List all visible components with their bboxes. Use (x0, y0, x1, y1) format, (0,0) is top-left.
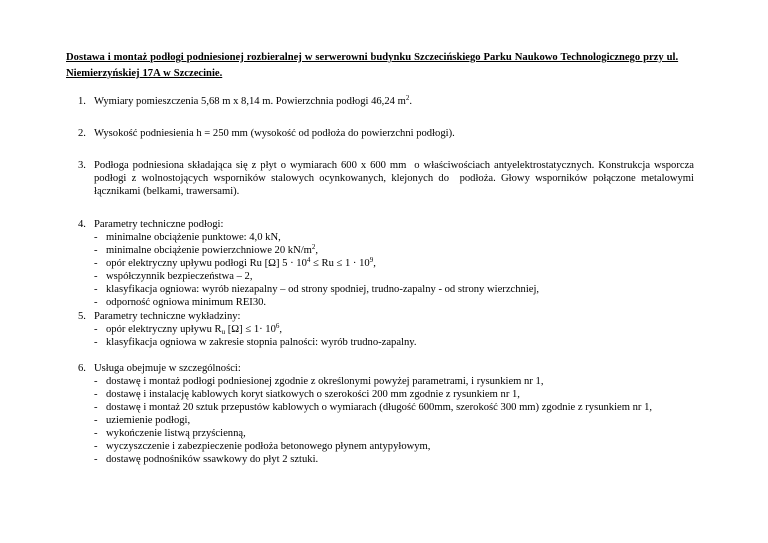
item-2-text: Wysokość podniesienia h = 250 mm (wysokość od podłoża do powierzchni podłogi). (94, 128, 455, 139)
list-item: - wykończenie listwą przyścienną, (94, 428, 246, 439)
item-number: 5. (78, 311, 86, 322)
list-item: - klasyfikacja ogniowa: wyrób niezapalny – od strony spodniej, trudno-zapalny - od strony wierzchniej, (94, 284, 540, 295)
item-number: 2. (78, 128, 86, 139)
list-item: - minimalne obciążenie punktowe: 4,0 kN, (94, 232, 281, 243)
list-item: - współczynnik bezpieczeństwa – 2, (94, 271, 253, 282)
list-item: - uziemienie podłogi, (94, 415, 191, 426)
item-1-superscript: 2 (405, 94, 410, 102)
item-number: 3. (78, 160, 86, 171)
item-5-heading: Parametry techniczne wykładziny: (94, 311, 241, 322)
item-number: 6. (78, 363, 86, 374)
list-item: - dostawę podnośników ssawkowy do płyt 2 sztuki. (94, 454, 319, 465)
list-item: - dostawę i montaż 20 sztuk przepustów kablowych o wymiarach (długość 600mm, szerokość 300 mm) zgodnie z rysunkiem nr 1, (94, 402, 653, 413)
list-item: - wyczyszczenie i zabezpieczenie podłoża betonowego płynem antypyłowym, (94, 441, 431, 452)
list-item: - minimalne obciążenie powierzchniowe 20 $kN/m^2$, (94, 243, 319, 256)
list-item: - opór elektryczny upływu podłogi Ru [Ω] $5 \cdot 10^4 \le Ru \le 1 \cdot 10^9$, (94, 256, 376, 269)
item-4-heading: Parametry techniczne podłogi: (94, 219, 224, 230)
item-6-heading: Usługa obejmuje w szczególności: (94, 363, 241, 374)
item-1-text: Wymiary pomieszczenia 5,68 m x 8,14 m. Powierzchnia podłogi 46,24 m (94, 96, 406, 107)
list-item: - odporność ogniowa minimum REI30. (94, 297, 267, 308)
list-item: - opór elektryczny upływu $R_u$ $[\Omega] \le 1\cdot 10^6$, (94, 322, 283, 336)
list-item: - dostawę i instalację kablowych koryt siatkowych o szerokości 200 mm zgodnie z rysunkiem nr 1, (94, 389, 520, 400)
list-item: - klasyfikacja ogniowa w zakresie stopnia palności: wyrób trudno-zapalny. (94, 337, 417, 348)
item-number: 4. (78, 219, 86, 230)
document-title: Dostawa i montaż podłogi podniesionej rozbieralnej w serwerowni budynku Szczecińskiego Parku Naukowo Technologicznego przy ul. Niemierzyńskiej 17A w Szczecinie. (66, 52, 679, 79)
item-1-period: . (409, 96, 412, 107)
item-3-text: Podłoga podniesiona składająca się z płyt o wymiarach 600 x 600 mm o właściwościach antyelektrostatycznych. Konstrukcja wsporcza podłogi z wolnostojących wsporników stalowych ocynkowanych, klejonych do podłoża. Głowy wsporników połączone metalowymi łącznikami (belkami, trawersami). (94, 160, 697, 197)
list-item: - dostawę i montaż podłogi podniesionej zgodnie z określonymi powyżej parametrami, i rysunkiem nr 1, (94, 376, 544, 387)
item-number: 1. (78, 96, 86, 107)
